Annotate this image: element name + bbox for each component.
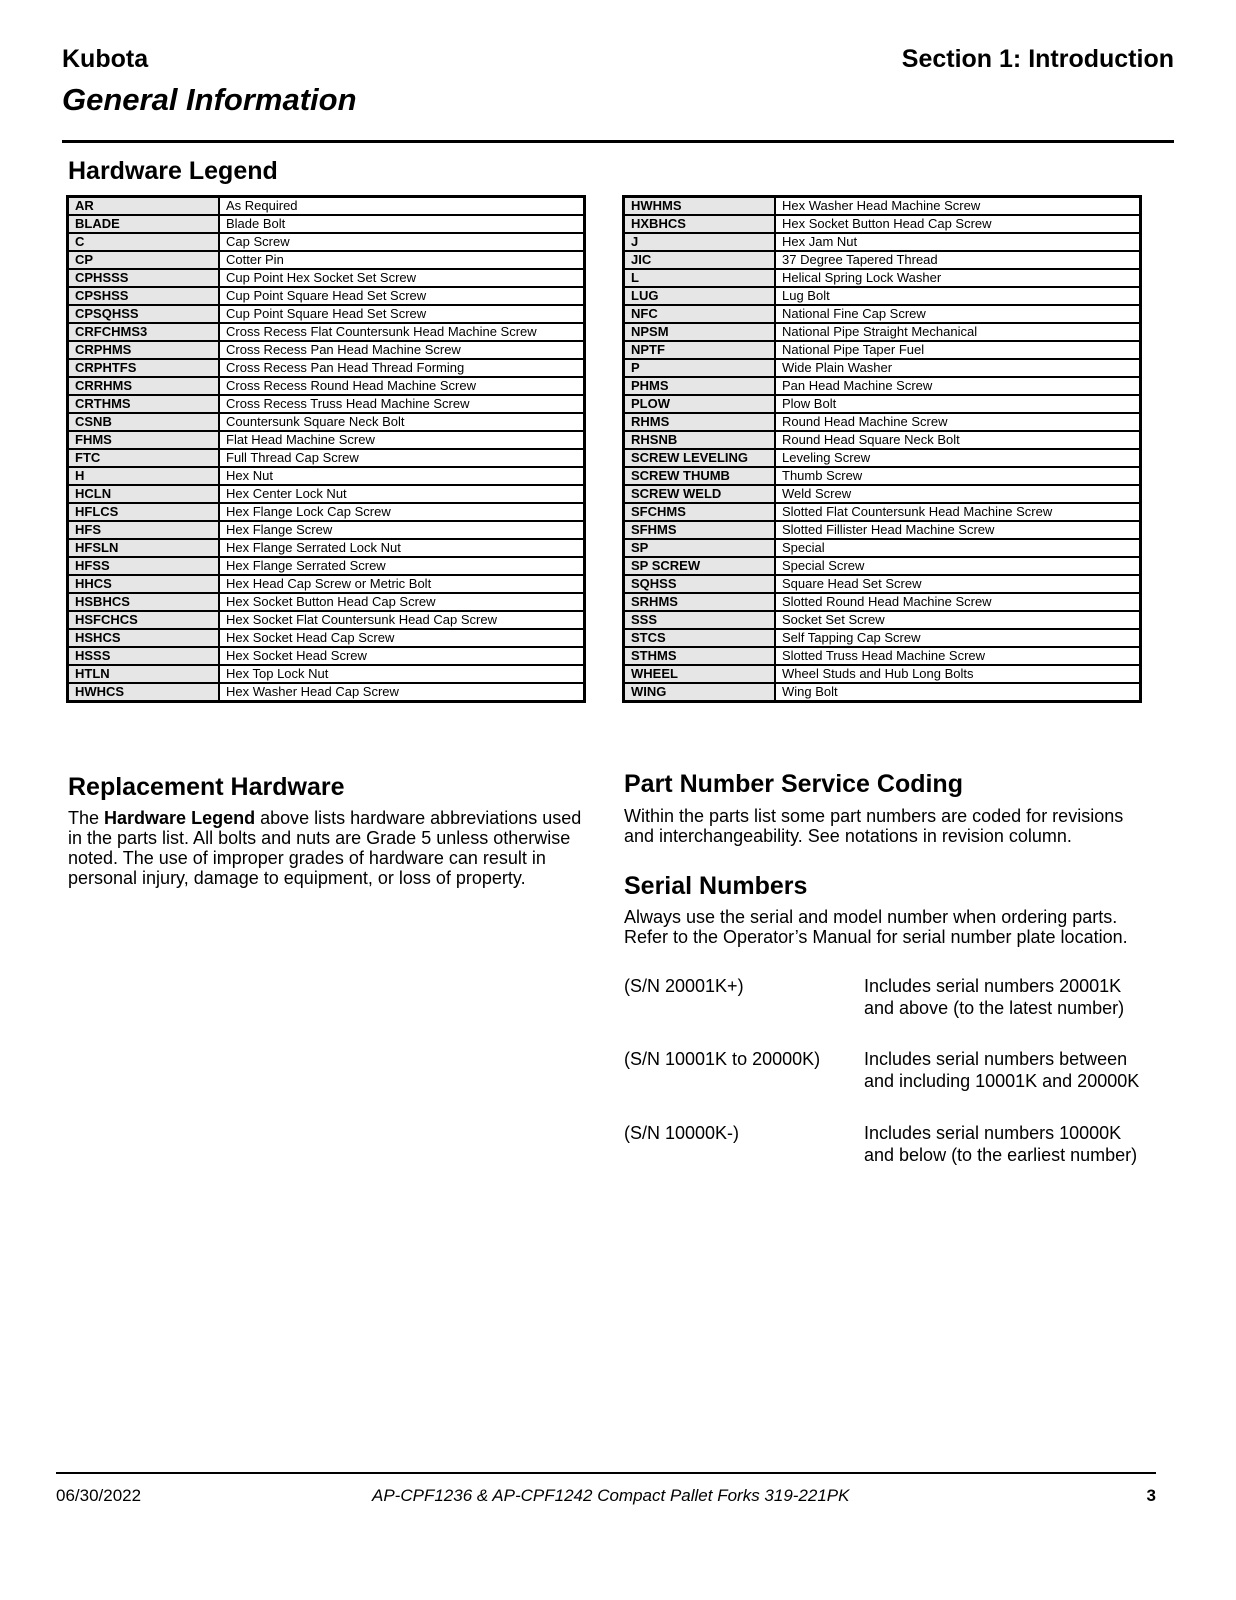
legend-row [68,269,585,287]
legend-abbreviation: NPSM [624,323,776,341]
legend-row [624,251,1141,269]
legend-row [624,287,1141,305]
legend-row [624,197,1141,216]
legend-row [624,269,1141,287]
legend-abbreviation: SRHMS [624,593,776,611]
legend-description: Cross Recess Flat Countersunk Head Machine Screw [219,323,585,341]
legend-row [68,341,585,359]
legend-description: National Pipe Straight Mechanical [775,323,1141,341]
hardware-legend-table-left [66,195,586,703]
legend-row [68,431,585,449]
legend-description: Slotted Truss Head Machine Screw [775,647,1141,665]
legend-row [624,593,1141,611]
legend-abbreviation: HSFCHCS [68,611,220,629]
hardware-legend-heading: Hardware Legend [68,157,278,185]
hardware-legend-table-right [622,195,1142,703]
serial-numbers-text: Always use the serial and model number when ordering parts. Refer to the Operator’s Manual for serial number plate location. [624,907,1128,947]
legend-row [68,503,585,521]
legend-row [68,593,585,611]
legend-abbreviation: RHSNB [624,431,776,449]
legend-abbreviation: FTC [68,449,220,467]
legend-abbreviation: PLOW [624,395,776,413]
replacement-text-bold: Hardware Legend [104,808,256,828]
serial-numbers-heading: Serial Numbers [624,872,808,900]
legend-description: National Fine Cap Screw [775,305,1141,323]
legend-abbreviation: SP [624,539,776,557]
serial-range-description: Includes serial numbers 10000K and below (to the earliest number) [864,1123,1138,1165]
legend-description: Hex Flange Serrated Lock Nut [219,539,585,557]
page-number: 3 [1146,1486,1156,1505]
legend-abbreviation: CRTHMS [68,395,220,413]
legend-abbreviation: H [68,467,220,485]
legend-row [624,377,1141,395]
legend-abbreviation: RHMS [624,413,776,431]
legend-abbreviation: BLADE [68,215,220,233]
legend-row [68,377,585,395]
legend-abbreviation: STHMS [624,647,776,665]
legend-row [68,539,585,557]
legend-description: Hex Flange Serrated Screw [219,557,585,575]
legend-abbreviation: J [624,233,776,251]
legend-description: Leveling Screw [775,449,1141,467]
legend-abbreviation: HSHCS [68,629,220,647]
legend-abbreviation: NFC [624,305,776,323]
legend-description: Full Thread Cap Screw [219,449,585,467]
replacement-text-pre: The [68,808,105,828]
legend-description: Hex Top Lock Nut [219,665,585,683]
page-title: General Information [62,82,357,117]
legend-description: Wing Bolt [775,683,1141,702]
legend-abbreviation: PHMS [624,377,776,395]
legend-row [68,413,585,431]
legend-description: Self Tapping Cap Screw [775,629,1141,647]
legend-description: Socket Set Screw [775,611,1141,629]
legend-abbreviation: CSNB [68,413,220,431]
footer-date: 06/30/2022 [56,1486,142,1505]
legend-abbreviation: LUG [624,287,776,305]
legend-description: Cross Recess Pan Head Machine Screw [219,341,585,359]
legend-abbreviation: HXBHCS [624,215,776,233]
legend-description: Cup Point Square Head Set Screw [219,305,585,323]
legend-description: Hex Center Lock Nut [219,485,585,503]
legend-abbreviation: C [68,233,220,251]
legend-abbreviation: SCREW WELD [624,485,776,503]
legend-abbreviation: SSS [624,611,776,629]
legend-abbreviation: CPSHSS [68,287,220,305]
legend-abbreviation: CRRHMS [68,377,220,395]
legend-abbreviation: HHCS [68,575,220,593]
legend-abbreviation: CP [68,251,220,269]
legend-description: Hex Socket Head Screw [219,647,585,665]
legend-row [68,485,585,503]
legend-row [624,359,1141,377]
legend-description: Hex Nut [219,467,585,485]
legend-description: Cross Recess Truss Head Machine Screw [219,395,585,413]
legend-description: As Required [219,197,585,216]
legend-description: Lug Bolt [775,287,1141,305]
legend-description: Helical Spring Lock Washer [775,269,1141,287]
footer-divider [56,1472,1156,1474]
legend-description: Wide Plain Washer [775,359,1141,377]
legend-description: National Pipe Taper Fuel [775,341,1141,359]
legend-description: Hex Washer Head Cap Screw [219,683,585,702]
legend-abbreviation: SQHSS [624,575,776,593]
legend-description: Hex Flange Lock Cap Screw [219,503,585,521]
replacement-text-post: above lists hardware abbreviations used in the parts list. All bolts and nuts are Grade 5 unless otherwise noted. The use of improper grades of hardware can result in personal injury, damage to equipment, or loss of property. [68,808,582,888]
legend-abbreviation: SFHMS [624,521,776,539]
legend-row [624,611,1141,629]
legend-description: 37 Degree Tapered Thread [775,251,1141,269]
legend-row [68,305,585,323]
legend-abbreviation: WHEEL [624,665,776,683]
legend-abbreviation: HWHMS [624,197,776,216]
legend-abbreviation: CRPHMS [68,341,220,359]
legend-abbreviation: HSBHCS [68,593,220,611]
legend-description: Slotted Round Head Machine Screw [775,593,1141,611]
legend-row [68,575,585,593]
brand-name: Kubota [62,45,149,73]
legend-row [624,395,1141,413]
legend-row [624,485,1141,503]
legend-abbreviation: CPHSSS [68,269,220,287]
part-number-coding-heading: Part Number Service Coding [624,770,963,798]
legend-description: Round Head Machine Screw [775,413,1141,431]
legend-description: Hex Jam Nut [775,233,1141,251]
legend-row [68,395,585,413]
legend-row [68,359,585,377]
legend-description: Cup Point Square Head Set Screw [219,287,585,305]
legend-row [624,521,1141,539]
legend-abbreviation: HTLN [68,665,220,683]
legend-row [624,467,1141,485]
legend-description: Flat Head Machine Screw [219,431,585,449]
legend-row [624,539,1141,557]
legend-description: Hex Head Cap Screw or Metric Bolt [219,575,585,593]
legend-description: Pan Head Machine Screw [775,377,1141,395]
legend-abbreviation: HFS [68,521,220,539]
legend-row [68,665,585,683]
legend-row [68,467,585,485]
legend-abbreviation: HFSLN [68,539,220,557]
legend-abbreviation: HFLCS [68,503,220,521]
legend-description: Hex Socket Flat Countersunk Head Cap Screw [219,611,585,629]
legend-row [624,647,1141,665]
legend-abbreviation: HWHCS [68,683,220,702]
legend-row [624,503,1141,521]
legend-abbreviation: SCREW THUMB [624,467,776,485]
legend-description: Hex Socket Head Cap Screw [219,629,585,647]
legend-abbreviation: SFCHMS [624,503,776,521]
legend-abbreviation: STCS [624,629,776,647]
legend-description: Plow Bolt [775,395,1141,413]
legend-abbreviation: HCLN [68,485,220,503]
legend-row [624,215,1141,233]
legend-row [68,287,585,305]
legend-row [68,323,585,341]
legend-row [68,197,585,216]
section-title: Section 1: Introduction [901,45,1174,73]
legend-row [624,629,1141,647]
legend-row [68,215,585,233]
legend-abbreviation: SP SCREW [624,557,776,575]
legend-row [68,251,585,269]
serial-range-code: (S/N 20001K+) [624,976,744,996]
legend-row [624,233,1141,251]
legend-description: Cap Screw [219,233,585,251]
legend-row [624,449,1141,467]
header-divider [62,140,1174,143]
serial-range-description: Includes serial numbers 20001K and above (to the latest number) [864,976,1125,1018]
legend-description: Special [775,539,1141,557]
legend-row [624,575,1141,593]
legend-row [624,683,1141,702]
legend-row [624,665,1141,683]
legend-abbreviation: NPTF [624,341,776,359]
legend-description: Hex Socket Button Head Cap Screw [219,593,585,611]
legend-abbreviation: FHMS [68,431,220,449]
legend-abbreviation: JIC [624,251,776,269]
legend-row [68,233,585,251]
legend-abbreviation: AR [68,197,220,216]
serial-range-description: Includes serial numbers between and including 10001K and 20000K [864,1049,1140,1091]
legend-description: Hex Socket Button Head Cap Screw [775,215,1141,233]
legend-row [68,629,585,647]
legend-abbreviation: P [624,359,776,377]
legend-row [624,557,1141,575]
legend-abbreviation: CRFCHMS3 [68,323,220,341]
legend-description: Countersunk Square Neck Bolt [219,413,585,431]
legend-description: Square Head Set Screw [775,575,1141,593]
legend-abbreviation: HFSS [68,557,220,575]
legend-abbreviation: CRPHTFS [68,359,220,377]
legend-row [68,611,585,629]
legend-abbreviation: CPSQHSS [68,305,220,323]
legend-description: Wheel Studs and Hub Long Bolts [775,665,1141,683]
replacement-hardware-text [68,808,588,888]
legend-row [624,413,1141,431]
legend-abbreviation: L [624,269,776,287]
legend-description: Round Head Square Neck Bolt [775,431,1141,449]
legend-description: Blade Bolt [219,215,585,233]
legend-description: Slotted Flat Countersunk Head Machine Screw [775,503,1141,521]
serial-range-code: (S/N 10001K to 20000K) [624,1049,821,1069]
legend-description: Weld Screw [775,485,1141,503]
legend-row [624,341,1141,359]
legend-row [624,431,1141,449]
legend-description: Cross Recess Pan Head Thread Forming [219,359,585,377]
footer-document-title: AP-CPF1236 & AP-CPF1242 Compact Pallet Forks 319-221PK [372,1486,850,1505]
legend-description: Slotted Fillister Head Machine Screw [775,521,1141,539]
legend-abbreviation: HSSS [68,647,220,665]
legend-description: Special Screw [775,557,1141,575]
legend-row [624,305,1141,323]
legend-abbreviation: WING [624,683,776,702]
legend-description: Cup Point Hex Socket Set Screw [219,269,585,287]
legend-description: Hex Flange Screw [219,521,585,539]
legend-description: Cotter Pin [219,251,585,269]
legend-row [68,647,585,665]
part-number-coding-text: Within the parts list some part numbers are coded for revisions and interchangeability. See notations in revision column. [624,806,1124,846]
serial-range-code: (S/N 10000K-) [624,1123,740,1143]
legend-description: Cross Recess Round Head Machine Screw [219,377,585,395]
legend-description: Thumb Screw [775,467,1141,485]
legend-row [68,521,585,539]
replacement-hardware-heading: Replacement Hardware [68,773,345,801]
legend-abbreviation: SCREW LEVELING [624,449,776,467]
legend-row [624,323,1141,341]
legend-row [68,449,585,467]
legend-row [68,683,585,702]
legend-description: Hex Washer Head Machine Screw [775,197,1141,216]
legend-row [68,557,585,575]
